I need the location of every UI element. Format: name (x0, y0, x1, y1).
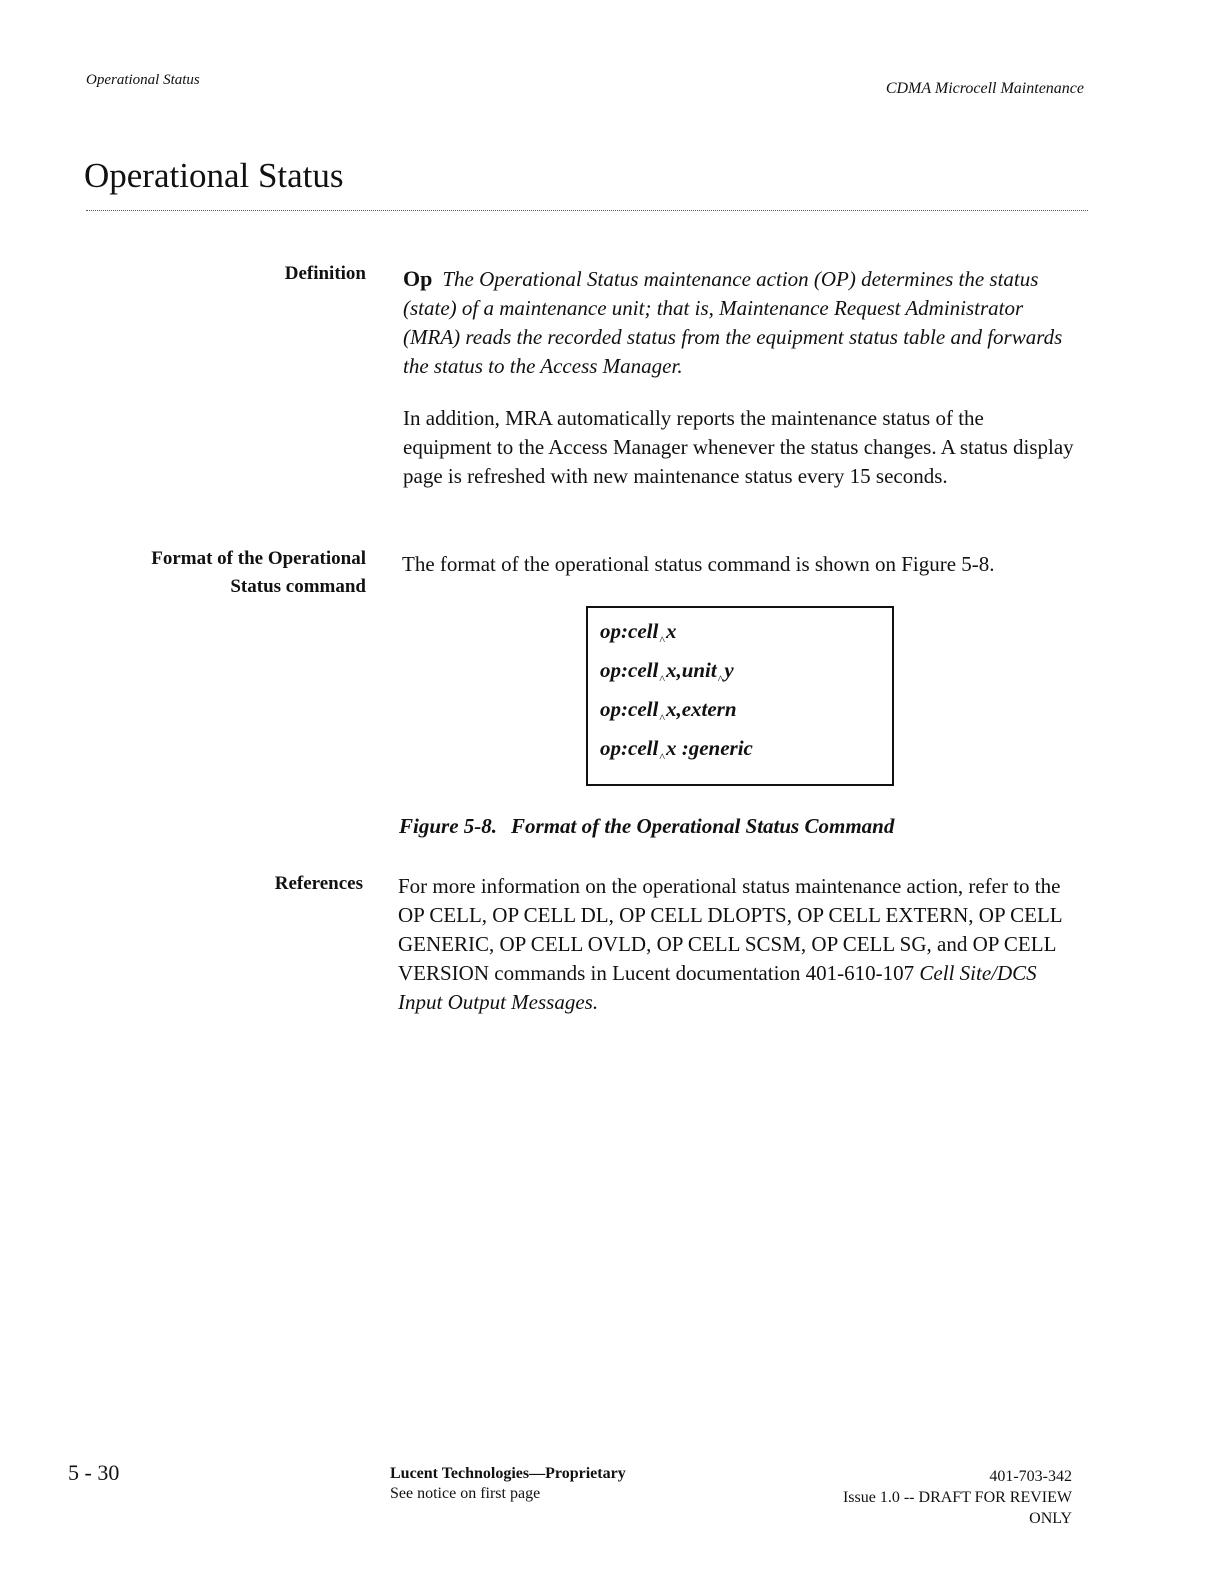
definition-label: Definition (284, 263, 366, 284)
command-2-prefix: op:cell (600, 658, 659, 682)
caret-symbol: ^ (717, 672, 724, 686)
command-1-prefix: op:cell (600, 619, 659, 643)
definition-text: The Operational Status maintenance action (OP) determines the status (state) of a maintenance unit; that is, Maintenance Request Administrator (MRA) reads the recorded status from the equipment status table and forwards the status to the Access Manager. (403, 267, 1063, 378)
format-label-line-2: Status command (230, 576, 366, 597)
page-title: Operational Status (84, 156, 344, 195)
format-label-line-1: Format of the Operational (151, 548, 366, 569)
footer-issue: Issue 1.0 -- DRAFT FOR REVIEW (842, 1489, 1072, 1506)
running-header-right: CDMA Microcell Maintenance (885, 80, 1084, 97)
command-3-suffix: x,extern (665, 697, 737, 721)
command-line-2 (600, 651, 892, 690)
command-4-prefix: op:cell (600, 736, 659, 760)
figure-title: Format of the Operational Status Command (511, 814, 895, 838)
page-number: 5 - 30 (68, 1460, 120, 1485)
command-line-1 (600, 612, 892, 651)
references-doc-title: Cell Site/DCS Input Output Messages. (398, 961, 1037, 1014)
caret-symbol: ^ (659, 711, 665, 725)
caret-symbol: ^ (659, 672, 665, 686)
figure-caption (399, 814, 894, 839)
command-line-3 (600, 690, 892, 729)
command-1-suffix: x (665, 619, 677, 643)
format-label (76, 545, 366, 601)
command-2-middle: x,unit (665, 658, 717, 682)
references-text: For more information on the operational status maintenance action, refer to the OP CELL, OP CELL DL, OP CELL DLOPTS, OP CELL EXTERN, OP CELL GENERIC, OP CELL OVLD, OP CELL SCSM, OP CELL SG, and OP CELL VERSION commands in Lucent documentation 401-610-107 (398, 874, 1062, 985)
caret-symbol: ^ (659, 633, 665, 647)
command-line-4 (600, 729, 892, 768)
caret-symbol: ^ (659, 750, 665, 764)
definition-paragraph-2: In addition, MRA automatically reports the maintenance status of the equipment to the Access Manager whenever the status changes. A status display page is refreshed with new maintenance status every 15 seconds. (403, 406, 1074, 488)
references-paragraph (398, 872, 1080, 1017)
command-format-box (586, 606, 894, 786)
definition-paragraph (403, 264, 1075, 381)
footer-center (390, 1464, 626, 1504)
title-rule (86, 210, 1088, 211)
command-4-suffix: x :generic (665, 736, 753, 760)
command-2-suffix: y (724, 658, 734, 682)
running-header-left: Operational Status (86, 72, 200, 88)
references-label: References (274, 873, 363, 894)
footer-issue-line-2: ONLY (1029, 1510, 1072, 1527)
footer-right (843, 1466, 1072, 1529)
footer-doc-number: 401-703-342 (989, 1468, 1072, 1485)
format-text: The format of the operational status command is shown on Figure 5-8. (402, 552, 995, 576)
command-3-prefix: op:cell (600, 697, 659, 721)
definition-term: Op (403, 266, 433, 291)
footer-notice: See notice on first page (390, 1485, 541, 1502)
footer-company: Lucent Technologies—Proprietary (390, 1465, 626, 1482)
figure-number: Figure 5-8. (399, 814, 498, 838)
